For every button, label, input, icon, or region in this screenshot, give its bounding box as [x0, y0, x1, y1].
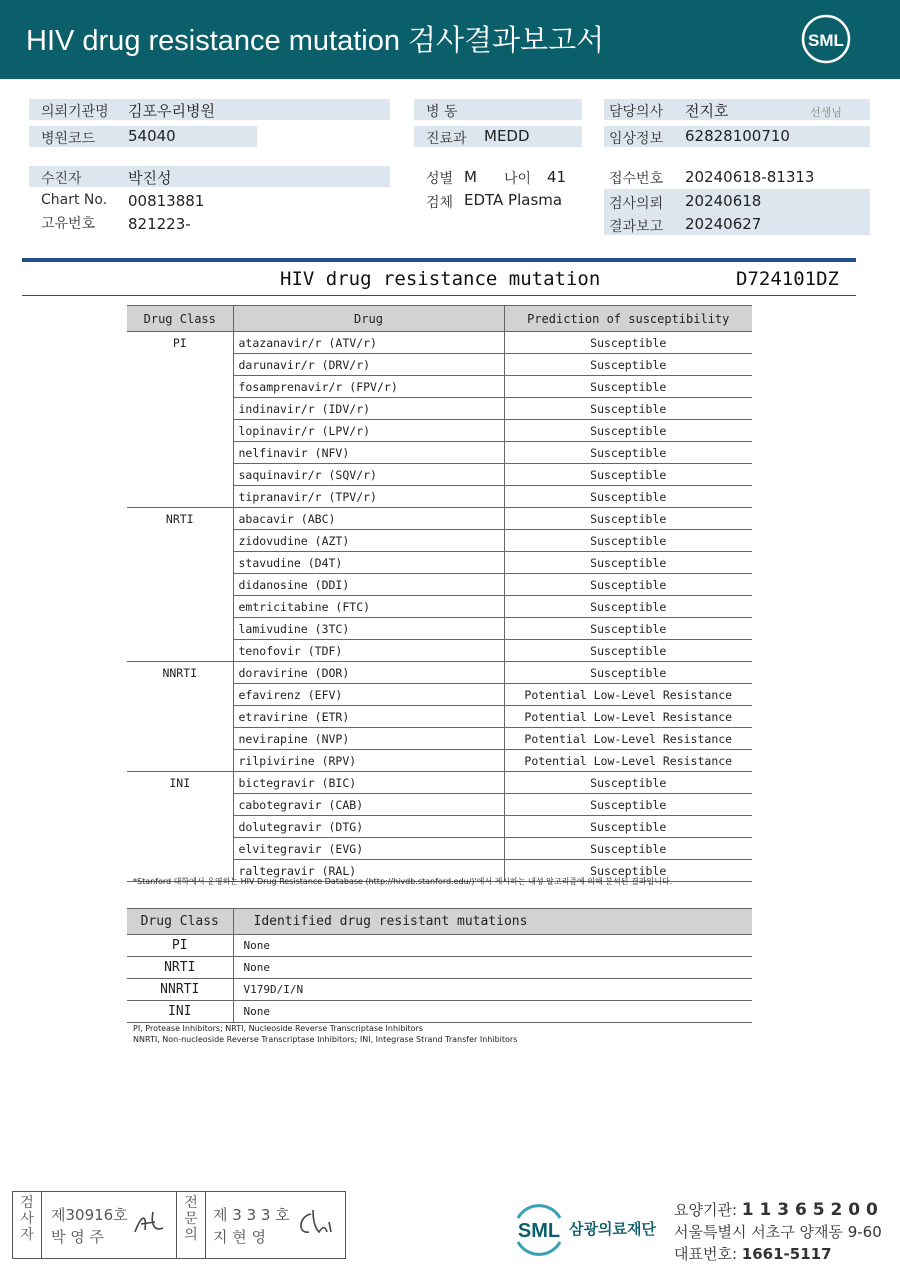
drug-class-cell: NRTI [127, 508, 233, 662]
section-code: D724101DZ [736, 268, 839, 290]
specialist-label: 전 문 의 [184, 1195, 198, 1243]
sml-footer-logo-icon [510, 1202, 568, 1256]
drug-cell: bictegravir (BIC) [233, 772, 504, 794]
examiner-label: 검 사 자 [20, 1195, 34, 1243]
doctor-label: 담당의사 [609, 104, 664, 120]
phone-line [674, 1243, 832, 1264]
mutation-cell: None [233, 957, 752, 979]
examiner-signature-icon [131, 1206, 167, 1240]
drug-cell: saquinavir/r (SQV/r) [233, 464, 504, 486]
prediction-cell: Susceptible [504, 508, 752, 530]
drug-cell: doravirine (DOR) [233, 662, 504, 684]
table-header-row [127, 306, 752, 332]
drug-cell: efavirenz (EFV) [233, 684, 504, 706]
prediction-cell: Susceptible [504, 464, 752, 486]
drug-cell: nelfinavir (NFV) [233, 442, 504, 464]
mutation-cell: None [233, 935, 752, 957]
drug-cell: atazanavir/r (ATV/r) [233, 332, 504, 354]
chart-value: 00813881 [128, 192, 205, 210]
table-row [127, 935, 752, 957]
mutation-class-cell: INI [127, 1001, 233, 1023]
institution-code-line [674, 1199, 878, 1220]
report-label: 결과보고 [609, 219, 664, 235]
drug-class-cell: PI [127, 332, 233, 508]
abbreviation-line-2: NNRTI, Non-nucleoside Reverse Transcriptase Inhibitors; INI, Integrase Strand Transfer Inhibitors [133, 1035, 518, 1044]
report-value: 20240627 [685, 215, 762, 233]
doctor-suffix: 선생님 [810, 106, 842, 119]
doctor-value: 전지호 [685, 102, 729, 120]
institution-label: 의뢰기관명 [41, 104, 109, 120]
drug-cell: lopinavir/r (LPV/r) [233, 420, 504, 442]
header-drug: Drug [233, 306, 504, 332]
drug-cell: raltegravir (RAL) [233, 860, 504, 882]
drug-cell: dolutegravir (DTG) [233, 816, 504, 838]
ward-label: 병 동 [426, 104, 458, 120]
specimen-value: EDTA Plasma [464, 191, 563, 209]
prediction-cell: Susceptible [504, 398, 752, 420]
prediction-cell: Susceptible [504, 838, 752, 860]
drug-cell: didanosine (DDI) [233, 574, 504, 596]
patient-value: 박진성 [128, 169, 172, 187]
section-rule-bottom [22, 295, 856, 296]
prediction-cell: Susceptible [504, 442, 752, 464]
drug-cell: tenofovir (TDF) [233, 640, 504, 662]
drug-class-cell: INI [127, 772, 233, 882]
prediction-cell: Susceptible [504, 332, 752, 354]
specimen-label: 검체 [426, 195, 454, 211]
header-drug-class: Drug Class [127, 909, 233, 935]
prediction-cell: Potential Low-Level Resistance [504, 706, 752, 728]
receipt-value: 20240618-81313 [685, 168, 815, 186]
mutation-class-cell: NNRTI [127, 979, 233, 1001]
age-value: 41 [547, 168, 567, 186]
hospital-code-label: 병원코드 [41, 131, 96, 147]
stanford-footnote: *Stanford 대학에서 운영하는 HIV Drug Resistance Database (http://hivdb.stanford.edu/)'에서 게시하는 내성 알고리즘에 의해 분석된 결과입니다. [133, 877, 673, 886]
table-header-row [127, 909, 752, 935]
clinical-label: 임상정보 [609, 131, 664, 147]
specialist-label-col [176, 1192, 206, 1258]
prediction-cell: Susceptible [504, 618, 752, 640]
prediction-cell: Potential Low-Level Resistance [504, 728, 752, 750]
prediction-cell: Susceptible [504, 574, 752, 596]
drug-cell: darunavir/r (DRV/r) [233, 354, 504, 376]
drug-cell: etravirine (ETR) [233, 706, 504, 728]
section-title: HIV drug resistance mutation [280, 268, 601, 290]
drug-cell: zidovudine (AZT) [233, 530, 504, 552]
prediction-cell: Susceptible [504, 486, 752, 508]
drug-class-cell: NNRTI [127, 662, 233, 772]
examiner-label-col [13, 1192, 42, 1258]
drug-cell: indinavir/r (IDV/r) [233, 398, 504, 420]
dept-label: 진료과 [426, 131, 467, 147]
footer-logo-text: SML [517, 1220, 561, 1242]
mutation-cell: V179D/I/N [233, 979, 752, 1001]
prediction-cell: Potential Low-Level Resistance [504, 684, 752, 706]
drug-cell: lamivudine (3TC) [233, 618, 504, 640]
prediction-cell: Susceptible [504, 772, 752, 794]
patient-label: 수진자 [41, 171, 82, 187]
table-row [127, 332, 752, 354]
drug-cell: fosamprenavir/r (FPV/r) [233, 376, 504, 398]
susceptibility-table [127, 305, 752, 882]
header-mutations: Identified drug resistant mutations [233, 909, 752, 935]
address: 서울특별시 서초구 양재동 9-60 [674, 1223, 882, 1241]
table-row [127, 957, 752, 979]
drug-cell: rilpivirine (RPV) [233, 750, 504, 772]
abbreviation-footnote [133, 1023, 517, 1045]
prediction-cell: Susceptible [504, 354, 752, 376]
prediction-cell: Potential Low-Level Resistance [504, 750, 752, 772]
prediction-cell: Susceptible [504, 552, 752, 574]
table-row [127, 772, 752, 794]
header-drug-class: Drug Class [127, 306, 233, 332]
prediction-cell: Susceptible [504, 596, 752, 618]
organization-name: 삼광의료재단 [569, 1220, 656, 1238]
table-row [127, 979, 752, 1001]
clinical-value: 62828100710 [685, 127, 790, 145]
examiner-name: 박 영 주 [51, 1228, 105, 1246]
mutation-cell: None [233, 1001, 752, 1023]
prediction-cell: Susceptible [504, 662, 752, 684]
prediction-cell: Susceptible [504, 860, 752, 882]
section-rule-top [22, 258, 856, 262]
unique-value: 821223- [128, 215, 191, 233]
phone-label: 대표번호: [674, 1245, 738, 1263]
hospital-code-value: 54040 [128, 127, 176, 145]
patient-box [29, 166, 390, 187]
request-value: 20240618 [685, 192, 762, 210]
drug-cell: tipranavir/r (TPV/r) [233, 486, 504, 508]
mutation-class-cell: PI [127, 935, 233, 957]
unique-label: 고유번호 [41, 216, 96, 232]
institution-code: 1 1 3 6 5 2 0 0 [741, 1200, 878, 1220]
drug-cell: stavudine (D4T) [233, 552, 504, 574]
logo-text: SML [808, 31, 844, 50]
drug-cell: elvitegravir (EVG) [233, 838, 504, 860]
receipt-label: 접수번호 [609, 171, 664, 187]
mutation-class-cell: NRTI [127, 957, 233, 979]
drug-cell: cabotegravir (CAB) [233, 794, 504, 816]
header-prediction: Prediction of susceptibility [504, 306, 752, 332]
examiner-number: 제30916호 [51, 1206, 128, 1224]
request-label: 검사의뢰 [609, 196, 664, 212]
phone-number: 1661-5117 [741, 1245, 832, 1263]
prediction-cell: Susceptible [504, 376, 752, 398]
institution-code-label: 요양기관: [674, 1201, 738, 1219]
mutations-table [127, 908, 752, 1023]
susceptibility-table-body [127, 332, 752, 882]
report-title: HIV drug resistance mutation 검사결과보고서 [26, 25, 605, 57]
age-label: 나이 [504, 171, 532, 187]
drug-cell: abacavir (ABC) [233, 508, 504, 530]
table-row [127, 662, 752, 684]
prediction-cell: Susceptible [504, 794, 752, 816]
table-row [127, 508, 752, 530]
specialist-name: 지 현 영 [213, 1228, 267, 1246]
table-row [127, 1001, 752, 1023]
sml-logo-icon [800, 13, 852, 65]
prediction-cell: Susceptible [504, 640, 752, 662]
chart-label: Chart No. [41, 192, 108, 208]
drug-cell: nevirapine (NVP) [233, 728, 504, 750]
prediction-cell: Susceptible [504, 530, 752, 552]
institution-value: 김포우리병원 [128, 102, 215, 120]
prediction-cell: Susceptible [504, 816, 752, 838]
specialist-number: 제 3 3 3 호 [213, 1206, 290, 1224]
sex-value: M [464, 168, 477, 186]
drug-cell: emtricitabine (FTC) [233, 596, 504, 618]
specialist-signature-icon [295, 1206, 335, 1240]
signature-box [12, 1191, 346, 1259]
prediction-cell: Susceptible [504, 420, 752, 442]
dept-value: MEDD [484, 127, 530, 145]
sex-label: 성별 [426, 171, 454, 187]
abbreviation-line-1: PI, Protease Inhibitors; NRTI, Nucleoside Reverse Transcriptase Inhibitors [133, 1024, 424, 1033]
